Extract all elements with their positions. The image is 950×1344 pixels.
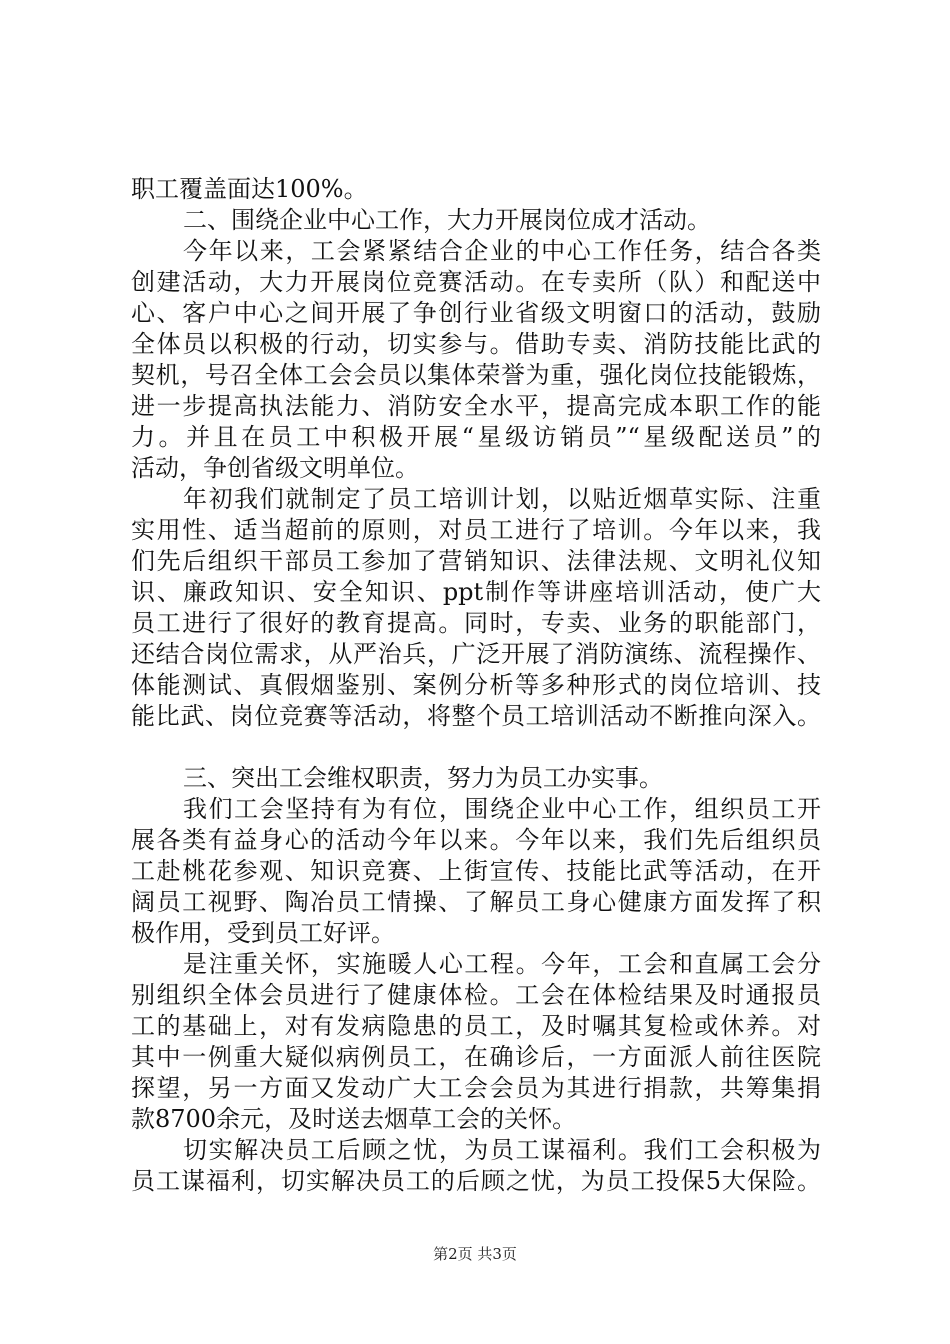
text-line: 探望，另一方面又发动广大工会会员为其进行捐款，共筹集捐	[131, 1074, 821, 1102]
text-line: 职工覆盖面达100%。	[131, 175, 368, 203]
text-line: 别组织全体会员进行了健康体检。工会在体检结果及时通报员	[131, 981, 821, 1009]
text-line: 展各类有益身心的活动今年以来。今年以来，我们先后组织员	[131, 826, 821, 854]
text-line: 契机，号召全体工会会员以集体荣誉为重，强化岗位技能锻炼，	[131, 361, 821, 389]
text-line: 切实解决员工后顾之忧，为员工谋福利。我们工会积极为	[183, 1136, 821, 1164]
text-line: 阔员工视野、陶冶员工情操、了解员工身心健康方面发挥了积	[131, 888, 821, 916]
text-line: 员工谋福利，切实解决员工的后顾之忧，为员工投保5大保险。	[131, 1167, 821, 1195]
text-line: 工赴桃花参观、知识竞赛、上街宣传、技能比武等活动，在开	[131, 857, 821, 885]
text-line: 全体员以积极的行动，切实参与。借助专卖、消防技能比武的	[131, 330, 821, 358]
page-number: 第2页 共3页	[433, 1245, 517, 1263]
text-line: 心、客户中心之间开展了争创行业省级文明窗口的活动，鼓励	[131, 299, 821, 327]
text-line: 款8700余元，及时送去烟草工会的关怀。	[131, 1105, 577, 1133]
text-line: 进一步提高执法能力、消防安全水平，提高完成本职工作的能	[131, 392, 821, 420]
text-line: 们先后组织干部员工参加了营销知识、法律法规、文明礼仪知	[131, 547, 821, 575]
text-line: 识、廉政知识、安全知识、ppt制作等讲座培训活动，使广大	[131, 578, 821, 606]
text-line: 创建活动，大力开展岗位竞赛活动。在专卖所（队）和配送中	[131, 268, 821, 296]
text-line: 极作用，受到员工好评。	[131, 919, 395, 947]
text-line: 员工进行了很好的教育提高。同时，专卖、业务的职能部门，	[131, 609, 821, 637]
text-line: 活动，争创省级文明单位。	[131, 454, 419, 482]
text-line: 今年以来，工会紧紧结合企业的中心工作任务，结合各类	[183, 237, 821, 265]
page-footer	[0, 1244, 950, 1264]
blank-line	[131, 732, 821, 763]
text-line: 年初我们就制定了员工培训计划，以贴近烟草实际、注重	[183, 485, 821, 513]
document-body	[131, 174, 821, 1197]
text-line: 其中一例重大疑似病例员工，在确诊后，一方面派人前往医院	[131, 1043, 821, 1071]
text-line: 是注重关怀，实施暖人心工程。今年，工会和直属工会分	[183, 950, 821, 978]
text-line: 还结合岗位需求，从严治兵，广泛开展了消防演练、流程操作、	[131, 640, 821, 668]
text-line: 能比武、岗位竞赛等活动，将整个员工培训活动不断推向深入。	[131, 702, 821, 730]
text-line: 实用性、适当超前的原则，对员工进行了培训。今年以来，我	[131, 516, 821, 544]
text-line: 工的基础上，对有发病隐患的员工，及时嘱其复检或休养。对	[131, 1012, 821, 1040]
section-heading-3: 三、突出工会维权职责，努力为员工办实事。	[183, 764, 663, 792]
text-line: 我们工会坚持有为有位，围绕企业中心工作，组织员工开	[183, 795, 821, 823]
section-heading-2: 二、围绕企业中心工作，大力开展岗位成才活动。	[183, 206, 711, 234]
text-line: 力。并且在员工中积极开展“星级访销员”“星级配送员”的	[131, 423, 821, 451]
text-line: 体能测试、真假烟鉴别、案例分析等多种形式的岗位培训、技	[131, 671, 821, 699]
